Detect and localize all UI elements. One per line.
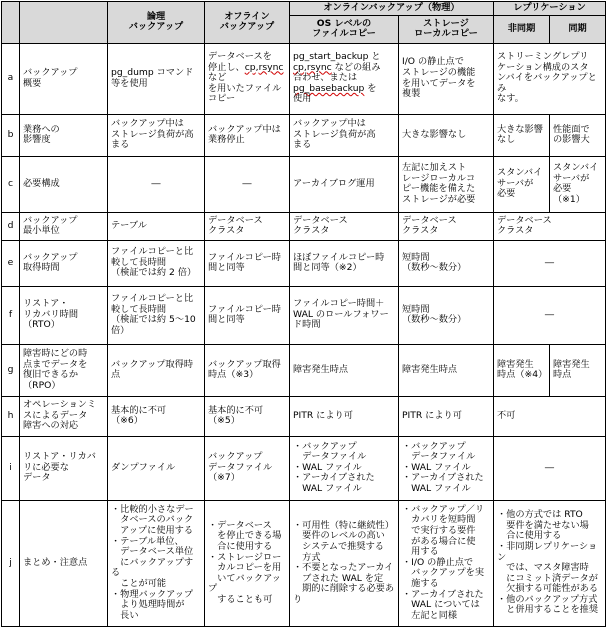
header-logical-backup: 論理 バックアップ: [108, 2, 205, 44]
cell-storage-copy: 短時間 （数秒～数分）: [399, 286, 494, 344]
list-item: ・他のバックアップ方式 と併用することを推奨: [497, 593, 599, 616]
cell-logical: 基本的に不可 （※6）: [108, 396, 205, 436]
header-corner-code: [2, 2, 20, 44]
list-item: ・WAL ファイル: [402, 461, 471, 473]
cell-text: ,: [303, 61, 307, 73]
table-row-f: [2, 286, 606, 344]
row-label: バックアップ 最小単位: [20, 212, 108, 240]
list-item: ・データベース を停止できる場 合に使用する: [208, 519, 282, 552]
row-code: e: [2, 240, 20, 286]
list-item: ・アーカイブされた WAL ファイル: [293, 472, 375, 494]
cell-offline: 基本的に不可 （※5）: [205, 396, 290, 436]
cell-sync: 障害発生 時点: [550, 344, 606, 396]
header-replication: レプリケーション: [494, 2, 606, 16]
bullet-list: [497, 510, 602, 616]
list-item: ・可用性（特に継続性） 要件のレベルの高い システムで推奨する 方式: [293, 519, 395, 563]
bullet-list: [293, 442, 395, 495]
row-code: a: [2, 43, 20, 114]
header-sync: 同期: [550, 15, 606, 43]
bullet-list: [293, 521, 395, 606]
cell-logical: ファイルコピーと比 較して長時間 （検証では約 5～10 倍）: [108, 286, 205, 344]
header-offline-backup: オフライン バックアップ: [205, 2, 290, 44]
cell-storage-copy: 短時間 （数秒～数分）: [399, 240, 494, 286]
cell-os-copy: PITR により可: [290, 396, 399, 436]
list-item: ・非同期レプリケーション では、マスタ障害時 にコミット済データが 欠損する可能性がある: [497, 540, 599, 595]
header-storage-local-copy: ストレージ ローカルコピー: [399, 15, 494, 43]
row-code: c: [2, 156, 20, 212]
list-item: ・バックアップ データファイル: [402, 440, 476, 463]
cell-logical: バックアップ中は ストレージ負荷が高 まる: [108, 114, 205, 156]
cmd-rsync: rsync: [258, 61, 284, 73]
list-item: ・ストレージロー カルコピーを用 いてバックアップ することも可: [208, 551, 282, 605]
list-item: ・物理バックアップ より処理時間が 長い: [111, 588, 194, 621]
cmd-rsync: rsync: [306, 61, 332, 73]
row-label: オペレーションミ スによるデータ 障害への対応: [20, 396, 108, 436]
bullet-list: [208, 521, 286, 606]
cell-replication: ―: [494, 286, 606, 344]
cell-storage-copy: 大きな影響なし: [399, 114, 494, 156]
table-row-e: [2, 240, 606, 286]
row-code: d: [2, 212, 20, 240]
cell-logical: バックアップ取得時 点: [108, 344, 205, 396]
list-item: ・テーブル単位、 データベース単位 にバックアップする ことが可能: [111, 535, 194, 589]
header-corner-label: [20, 2, 108, 44]
header-online-physical: オンラインバックアップ（物理）: [290, 2, 494, 16]
cmd-cp: cp: [293, 61, 304, 73]
cell-offline: ―: [205, 156, 290, 212]
list-item: ・バックアップ データファイル: [293, 440, 367, 463]
cell-logical: ファイルコピーと比 較して長時間 （検証では約 2 倍）: [108, 240, 205, 286]
cell-logical: テーブル: [108, 212, 205, 240]
header-os-file-copy: OS レベルの ファイルコピー: [290, 15, 399, 43]
cmd-basebackup: pg_basebackup: [293, 82, 365, 94]
cell-logical: pg_dump コマンド 等を使用: [108, 43, 205, 114]
cell-text: データベースを 停止し、: [208, 51, 272, 73]
cell-os-copy: ほぼファイルコピー時 間と同等（※2）: [290, 240, 399, 286]
cell-os-copy: [290, 43, 399, 114]
bullet-list: [111, 505, 201, 622]
list-item: ・バックアップ／リ カバリを短時間 で実行する要件 がある場合に使 用する: [402, 503, 485, 558]
cell-logical: ―: [108, 156, 205, 212]
list-item: ・他の方式では RTO 要件を満たせない場 合に使用する: [497, 509, 589, 542]
table-row-b: [2, 114, 606, 156]
cell-storage-copy: 左記に加えスト レージローカルコ ピー機能を備えた ストレージが必要: [399, 156, 494, 212]
cell-replication: [494, 500, 606, 626]
row-label: 業務への 影響度: [20, 114, 108, 156]
cell-offline: バックアップ取得 時点（※3）: [205, 344, 290, 396]
cell-storage-copy: [399, 436, 494, 500]
cell-os-copy: バックアップ中は ストレージ負荷が高 まる: [290, 114, 399, 156]
cell-storage-copy: データベース クラスタ: [399, 212, 494, 240]
cell-os-copy: ファイルコピー時間＋ WAL のロールフォワー ド時間: [290, 286, 399, 344]
cell-offline: [205, 500, 290, 626]
cell-offline: [205, 43, 290, 114]
list-item: ・アーカイブされた WAL ファイル: [402, 472, 484, 494]
row-code: j: [2, 500, 20, 626]
cell-replication: 不可: [494, 396, 606, 436]
row-label: リストア・リカバ リに必要な データ: [20, 436, 108, 500]
cell-offline: ファイルコピー時 間と同等: [205, 240, 290, 286]
row-label: リストア・ リカバリ時間 （RTO）: [20, 286, 108, 344]
cell-offline: データベース クラスタ: [205, 212, 290, 240]
table-row-d: [2, 212, 606, 240]
row-code: f: [2, 286, 20, 344]
row-label: バックアップ 概要: [20, 43, 108, 114]
cell-storage-copy: [399, 500, 494, 626]
cell-storage-copy: PITR により可: [399, 396, 494, 436]
cell-storage-copy: 障害発生時点: [399, 344, 494, 396]
row-label: まとめ・注意点: [20, 500, 108, 626]
cell-storage-copy: I/O の静止点で ストレージの機能 を用いてデータを 複製: [399, 43, 494, 114]
row-label: 障害時にどの時 点までデータを 復旧できるか （RPO）: [20, 344, 108, 396]
cell-text: など を用いたファイル コピー: [208, 72, 282, 105]
bullet-list: [402, 442, 490, 495]
cell-text: を 使用: [293, 82, 377, 105]
backup-comparison-table: [1, 1, 606, 627]
cell-os-copy: [290, 500, 399, 626]
cell-sync: スタンバイ サーバが 必要 （※1）: [550, 156, 606, 212]
list-item: ・アーカイブされた WAL については 左記と同様: [402, 588, 484, 621]
cell-text: pg_start_backup と: [293, 51, 381, 63]
cell-offline: バックアップ中は 業務停止: [205, 114, 290, 156]
cell-text: などの組み 合わせ、または: [293, 61, 381, 84]
cell-async: 障害発生 時点（※4）: [494, 344, 550, 396]
cell-replication: ―: [494, 436, 606, 500]
row-code: i: [2, 436, 20, 500]
cell-replication: ―: [494, 240, 606, 286]
row-code: g: [2, 344, 20, 396]
cell-replication: データベース クラスタ: [494, 212, 606, 240]
row-code: b: [2, 114, 20, 156]
table-row-i: [2, 436, 606, 500]
table-row-g: [2, 344, 606, 396]
cmd-cp: cp: [244, 61, 256, 73]
cell-async: 大きな影響 なし: [494, 114, 550, 156]
list-item: ・I/O の静止点で バックアップを実 施する: [402, 556, 485, 589]
table-row-h: [2, 396, 606, 436]
cell-offline: ファイルコピー時 間と同等: [205, 286, 290, 344]
cell-logical: [108, 500, 205, 626]
cell-os-copy: 障害発生時点: [290, 344, 399, 396]
row-label: バックアップ 取得時間: [20, 240, 108, 286]
bullet-list: [402, 505, 490, 622]
table-row-c: [2, 156, 606, 212]
header-async: 非同期: [494, 15, 550, 43]
table-row-j: [2, 500, 606, 626]
row-code: h: [2, 396, 20, 436]
cell-os-copy: [290, 436, 399, 500]
list-item: ・不要となったアーカイ ブされた WAL を定 期的に削除する必要あり: [293, 562, 395, 605]
cell-offline: バックアップ データファイル （※7）: [205, 436, 290, 500]
list-item: ・比較的小さなデー タベースのバック アップに使用する: [111, 503, 194, 537]
row-label: 必要構成: [20, 156, 108, 212]
cell-replication: ストリーミングレプリ ケーション構成のスタ ンバイをバックアップとみ なす。: [494, 43, 606, 114]
table-row-a: [2, 43, 606, 114]
cell-sync: 性能面で の影響大: [550, 114, 606, 156]
cell-text: ,: [255, 61, 259, 73]
cell-os-copy: アーカイブログ運用: [290, 156, 399, 212]
cell-async: スタンバイ サーバが 必要: [494, 156, 550, 212]
cell-logical: ダンプファイル: [108, 436, 205, 500]
cell-os-copy: データベース クラスタ: [290, 212, 399, 240]
list-item: ・WAL ファイル: [293, 461, 362, 473]
